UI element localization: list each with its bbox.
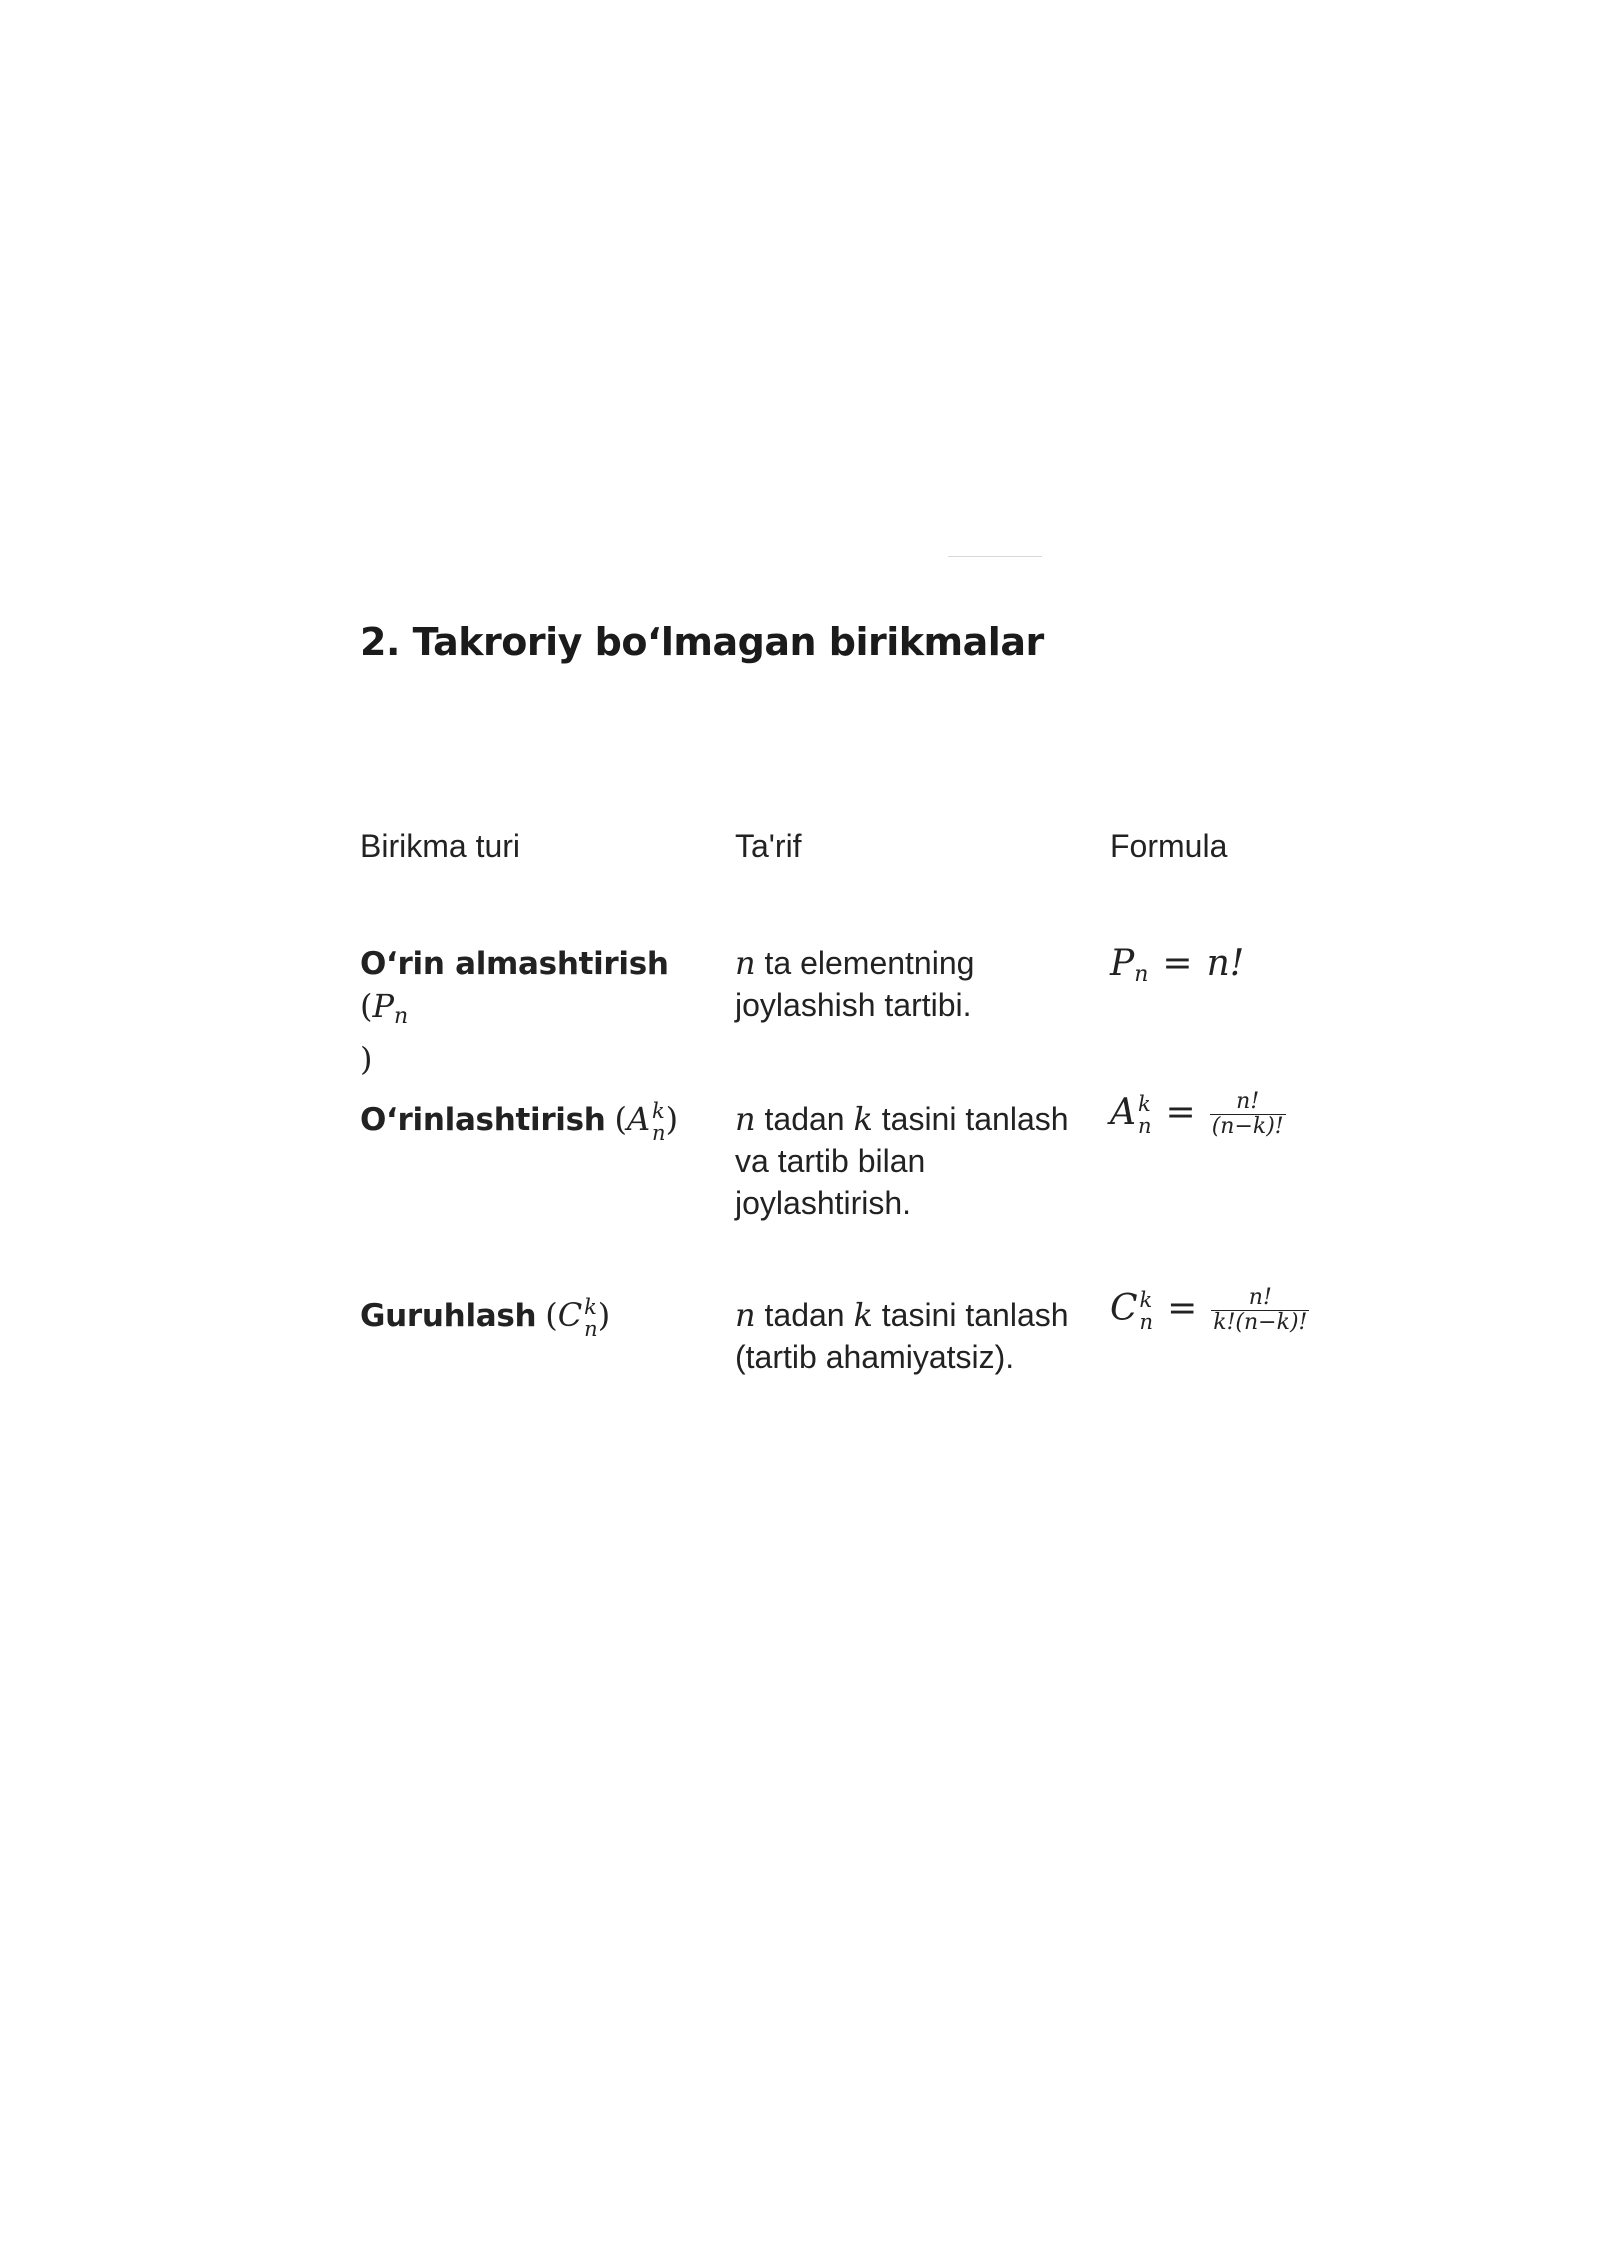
fraction-denominator: (n−k)! — [1211, 1114, 1284, 1139]
fraction-numerator: n! — [1210, 1090, 1286, 1115]
table-row-name: O‘rinlashtirish (A k n ) — [360, 1098, 679, 1145]
definition-line: n tadan k tasini tanlash — [735, 1296, 1069, 1334]
definition-line: n tadan k tasini tanlash — [735, 1100, 1069, 1138]
header-type: Birikma turi — [360, 828, 521, 864]
table-row-definition — [735, 1294, 1105, 1378]
definition-line: (tartib ahamiyatsiz). — [735, 1339, 1015, 1375]
definition-line: n ta elementning — [735, 944, 975, 982]
fraction-denominator: k!(n−k)! — [1213, 1310, 1308, 1335]
header-definition: Ta'rif — [735, 828, 802, 864]
table-row-name: O‘rin almashtirish ($P_n$ ) — [360, 946, 669, 1078]
formula-combination: C k n = $\frac{n!}{k!(n-k)!}$ — [1110, 1285, 1308, 1335]
definition-line: joylashish tartibi. — [735, 987, 972, 1023]
section-heading: 2. Takroriy bo‘lmagan birikmalar — [360, 620, 1044, 664]
formula-arrangement: A k n = $\frac{n!}{(n-k)!}$ — [1110, 1089, 1284, 1139]
definition-line: joylashtirish. — [735, 1185, 912, 1221]
table-row-name: Guruhlash (C k n ) — [360, 1294, 611, 1341]
formula-permutation: $P_n = n$! — [1110, 943, 1245, 987]
table-row-definition — [735, 1098, 1105, 1224]
table-row-definition — [735, 942, 1095, 1026]
decorative-rule — [948, 556, 1042, 557]
header-formula: Formula — [1110, 828, 1228, 864]
fraction-numerator: n! — [1211, 1286, 1309, 1311]
definition-line: va tartib bilan — [735, 1143, 926, 1179]
